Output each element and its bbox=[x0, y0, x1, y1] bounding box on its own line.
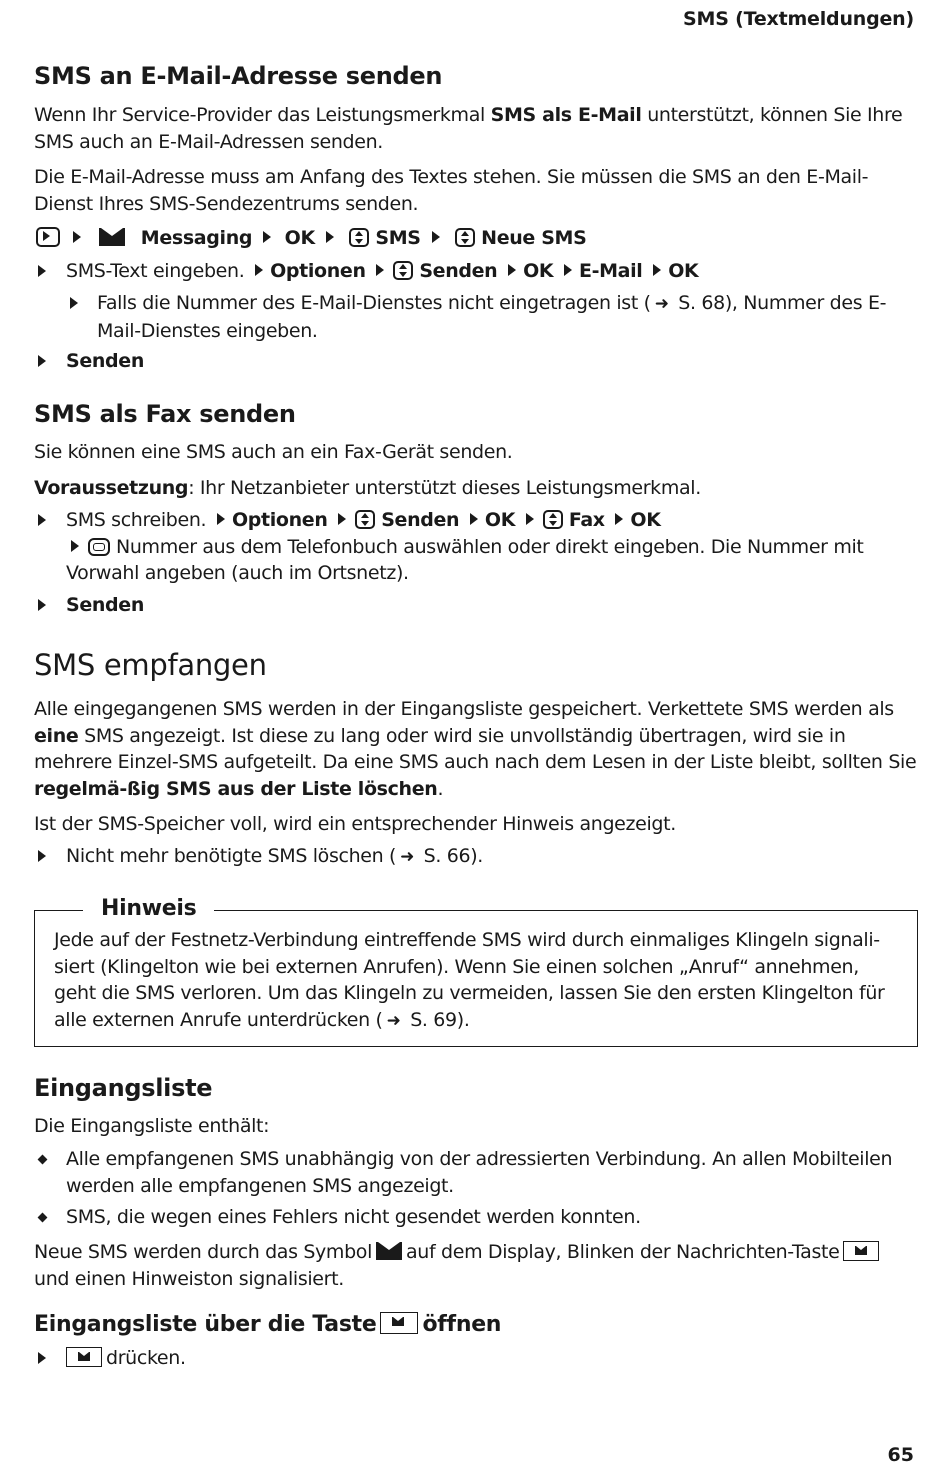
menu-fax: Fax bbox=[568, 509, 605, 531]
page-reference: S. 66). bbox=[417, 845, 483, 867]
paragraph-memory-full: Ist der SMS-Speicher voll, wird ein entsprechender Hinweis angezeigt. bbox=[34, 813, 676, 835]
step-arrow-icon bbox=[38, 355, 46, 367]
menu-ok: OK bbox=[630, 509, 661, 531]
step-arrow-icon bbox=[564, 264, 572, 276]
note-box bbox=[34, 896, 918, 1047]
text: Wenn Ihr Service-Provider das Leistungsmerkmal bbox=[34, 104, 491, 126]
nav-key-icon bbox=[543, 510, 563, 529]
step-arrow-icon bbox=[338, 513, 346, 525]
step-arrow-icon bbox=[508, 264, 516, 276]
step-arrow-icon bbox=[376, 264, 384, 276]
menu-ok: OK bbox=[484, 509, 516, 531]
menu-sms: SMS bbox=[375, 227, 421, 249]
step-text: Nummer aus dem Telefonbuch auswählen oder direkt eingeben. Die Nummer mit Vorwahl angeben (auch im Ortsnetz). bbox=[66, 535, 864, 584]
menu-messaging: Messaging bbox=[140, 227, 253, 249]
step-arrow-icon bbox=[71, 540, 79, 552]
menu-ok: OK bbox=[523, 260, 554, 282]
step-write-sms bbox=[34, 507, 918, 587]
text: Alle eingegangenen SMS werden in der Eingangsliste gespeichert. Verkettete SMS werden als bbox=[34, 698, 894, 720]
step-press-message-key bbox=[34, 1345, 918, 1372]
heading-open-inbox bbox=[34, 1312, 501, 1337]
requirement-text: : Ihr Netzanbieter unterstützt dieses Leistungsmerkmal. bbox=[188, 477, 701, 499]
step-delete-sms bbox=[34, 843, 918, 871]
note-text bbox=[54, 927, 906, 1034]
step-arrow-icon bbox=[263, 231, 271, 243]
step-arrow-icon bbox=[38, 1352, 46, 1364]
step-arrow-icon bbox=[653, 264, 661, 276]
step-send bbox=[34, 592, 918, 619]
menu-options: Optionen bbox=[231, 509, 328, 531]
nav-key-icon bbox=[355, 510, 375, 529]
text: auf dem Display, Blinken der Nachrichten-Taste bbox=[406, 1241, 840, 1263]
step-arrow-icon bbox=[70, 297, 78, 309]
list-item-text: SMS, die wegen eines Fehlers nicht gesendet werden konnten. bbox=[66, 1206, 641, 1228]
heading-sms-as-fax: SMS als Fax senden bbox=[34, 400, 296, 428]
step-arrow-icon bbox=[526, 513, 534, 525]
text: unterstützt, können Sie Ihre SMS auch an E-Mail-Adressen senden. bbox=[34, 104, 903, 153]
step-enter-text bbox=[34, 258, 918, 285]
paragraph-requirement bbox=[34, 475, 918, 502]
arrow-right-icon: ➜ bbox=[400, 847, 414, 867]
text-bold: regelmä-ßig SMS aus der Liste löschen bbox=[34, 777, 438, 800]
paragraph-email-provider bbox=[34, 102, 918, 155]
list-item bbox=[34, 1146, 918, 1199]
page-reference: S. 68), Nummer des E-Mail-Dienstes eingeben. bbox=[97, 292, 887, 342]
page-reference: S. 69). bbox=[404, 1008, 470, 1031]
paragraph-email-address: Die E-Mail-Adresse muss am Anfang des Textes stehen. Sie müssen die SMS an den E-Mail-Dienst Ihres SMS-Sendezentrums senden. bbox=[34, 166, 869, 215]
list-item bbox=[34, 1204, 918, 1231]
text-bold: SMS als E-Mail bbox=[490, 104, 642, 126]
talk-key-icon bbox=[88, 538, 110, 556]
page-number: 65 bbox=[887, 1444, 914, 1466]
envelope-icon bbox=[99, 228, 125, 246]
text: Neue SMS werden durch das Symbol bbox=[34, 1241, 373, 1263]
nav-key-icon bbox=[349, 228, 369, 247]
step-text: SMS-Text eingeben. bbox=[66, 260, 245, 282]
nav-key-icon bbox=[393, 261, 413, 280]
menu-email: E-Mail bbox=[578, 260, 643, 282]
menu-send: Senden bbox=[419, 260, 498, 282]
message-key-icon bbox=[380, 1312, 418, 1334]
text-bold: eine bbox=[34, 724, 79, 747]
paragraph-inbox-contains: Die Eingangsliste enthält: bbox=[34, 1115, 270, 1137]
paragraph-fax-intro: Sie können eine SMS auch an ein Fax-Gerät senden. bbox=[34, 441, 513, 463]
nav-key-icon bbox=[455, 228, 475, 247]
menu-ok: OK bbox=[284, 227, 315, 249]
bullet-icon bbox=[38, 1155, 48, 1165]
step-arrow-icon bbox=[38, 265, 46, 277]
message-key-icon bbox=[843, 1241, 879, 1261]
paragraph-new-sms-signal bbox=[34, 1239, 918, 1292]
step-arrow-icon bbox=[38, 850, 46, 862]
text: Eingangsliste über die Taste bbox=[34, 1312, 377, 1337]
text: Jede auf der Festnetz-Verbindung eintreffende SMS wird durch einmaliges Klingeln signali-siert (Klingelton wie bei externen Anrufen). Wenn Sie einen solchen „Anruf“ annehmen, geht die SMS verloren. Um das Klingeln zu vermeiden, lassen Sie den ersten Klingelton für alle externen Anrufe unterdrücken ( bbox=[54, 929, 885, 1031]
menu-send: Senden bbox=[381, 509, 460, 531]
step-text: Falls die Nummer des E-Mail-Dienstes nicht eingetragen ist ( bbox=[97, 292, 651, 314]
step-arrow-icon bbox=[38, 599, 46, 611]
requirement-label: Voraussetzung bbox=[34, 477, 189, 499]
step-arrow-icon bbox=[326, 231, 334, 243]
step-text: Nicht mehr benötigte SMS löschen ( bbox=[66, 845, 397, 867]
text: SMS angezeigt. Ist diese zu lang oder wird sie unvollständig übertragen, wird sie in mehrere Einzel-SMS aufgeteilt. Da eine SMS auch nach dem Lesen in der Liste bleibt, sollten Sie bbox=[34, 724, 917, 773]
menu-ok: OK bbox=[668, 260, 699, 282]
menu-send: Senden bbox=[66, 594, 145, 616]
message-key-icon bbox=[66, 1347, 102, 1367]
step-text: drücken. bbox=[106, 1347, 186, 1369]
menu-new-sms: Neue SMS bbox=[481, 227, 587, 249]
heading-receive-sms: SMS empfangen bbox=[34, 648, 267, 682]
text: und einen Hinweiston signalisiert. bbox=[34, 1267, 344, 1290]
list-item-text: Alle empfangenen SMS unabhängig von der adressierten Verbindung. An allen Mobilteilen werden alle empfangenen SMS angezeigt. bbox=[66, 1148, 893, 1197]
heading-sms-to-email: SMS an E-Mail-Adresse senden bbox=[34, 62, 443, 90]
bullet-icon bbox=[38, 1213, 48, 1223]
text: öffnen bbox=[422, 1312, 502, 1337]
envelope-icon bbox=[376, 1242, 402, 1260]
nav-path-new-sms bbox=[34, 225, 918, 252]
paragraph-receive bbox=[34, 696, 918, 802]
step-email-service-number bbox=[34, 290, 918, 344]
step-arrow-icon bbox=[470, 513, 478, 525]
step-arrow-icon bbox=[255, 264, 263, 276]
heading-inbox: Eingangsliste bbox=[34, 1074, 213, 1102]
step-arrow-icon bbox=[615, 513, 623, 525]
menu-send: Senden bbox=[66, 350, 145, 372]
arrow-right-icon: ➜ bbox=[386, 1010, 401, 1031]
step-send bbox=[34, 348, 918, 375]
menu-key-icon bbox=[36, 227, 60, 247]
step-arrow-icon bbox=[73, 231, 81, 243]
arrow-right-icon: ➜ bbox=[654, 294, 669, 314]
text: . bbox=[437, 777, 444, 800]
note-title: Hinweis bbox=[83, 896, 214, 921]
running-title: SMS (Textmeldungen) bbox=[683, 8, 914, 30]
step-text: SMS schreiben. bbox=[66, 509, 207, 531]
step-arrow-icon bbox=[217, 513, 225, 525]
menu-options: Optionen bbox=[270, 260, 366, 282]
step-arrow-icon bbox=[38, 514, 46, 526]
step-arrow-icon bbox=[432, 231, 440, 243]
